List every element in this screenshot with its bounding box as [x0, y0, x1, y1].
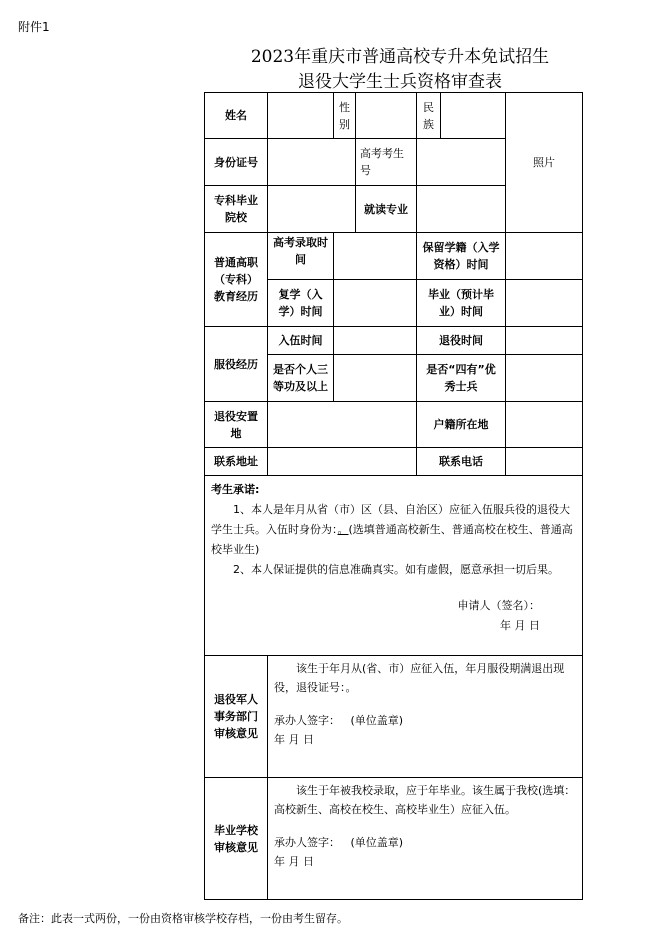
gender-field[interactable] [356, 93, 417, 139]
footnote: 备注：此表一式两份，一份由资格审核学校存档，一份由考生留存。 [18, 912, 348, 925]
resume-time-field[interactable] [334, 280, 417, 327]
enlist-time-field[interactable] [334, 327, 417, 355]
placement-field[interactable] [268, 402, 417, 448]
exam-number-field[interactable] [417, 139, 506, 186]
name-label: 姓名 [205, 93, 268, 139]
phone-field[interactable] [506, 448, 583, 476]
four-have-label: 是否“四有”优秀士兵 [417, 355, 506, 402]
graduate-time-label: 毕业（预计毕业）时间 [417, 280, 506, 327]
school-review-box[interactable] [268, 778, 583, 900]
major-field[interactable] [417, 186, 506, 233]
enlist-time-label: 入伍时间 [268, 327, 334, 355]
retain-status-field[interactable] [506, 233, 583, 280]
photo-box[interactable]: 照片 [506, 93, 583, 233]
college-field[interactable] [268, 186, 356, 233]
college-label: 专科毕业院校 [205, 186, 268, 233]
edu-history-label: 普通高职（专科）教育经历 [205, 233, 268, 327]
household-label: 户籍所在地 [417, 402, 506, 448]
pledge-section[interactable] [205, 476, 583, 656]
school-review-signer: 承办人签字： (单位盖章) [274, 836, 404, 849]
pledge-date: 年 月 日 [500, 619, 540, 632]
retain-status-label: 保留学籍（入学资格）时间 [417, 233, 506, 280]
household-field[interactable] [506, 402, 583, 448]
merit-label: 是否个人三等功及以上 [268, 355, 334, 402]
title-line-2: 退役大学生士兵资格审查表 [298, 72, 502, 92]
gender-label: 性 别 [334, 93, 356, 139]
address-field[interactable] [268, 448, 417, 476]
pledge-item-2: 2、本人保证提供的信息准确真实。如有虚假，愿意承担一切后果。 [233, 563, 559, 576]
id-number-label: 身份证号 [205, 139, 268, 186]
identity-blank[interactable]: 。 [337, 523, 349, 536]
veterans-review-label: 退役军人事务部门审核意见 [205, 656, 268, 778]
service-history-label: 服役经历 [205, 327, 268, 402]
title-line-1: 2023年重庆市普通高校专升本免试招生 [250, 47, 550, 67]
veterans-review-text: 该生于年月从(省、市）应征入伍，年月服役期满退出现役，退役证号：。 [274, 662, 565, 694]
qualification-form [204, 92, 583, 900]
discharge-time-label: 退役时间 [417, 327, 506, 355]
address-label: 联系地址 [205, 448, 268, 476]
exam-number-label: 高考考生号 [356, 139, 417, 186]
placement-label: 退役安置地 [205, 402, 268, 448]
school-review-text: 该生于年被我校录取，应于年毕业。该生属于我校(选填：高校新生、高校在校生、高校毕业生）应征入伍。 [274, 784, 576, 816]
attachment-label: 附件1 [18, 20, 50, 34]
admission-time-label: 高考录取时间 [268, 233, 334, 280]
school-review-label: 毕业学校审核意见 [205, 778, 268, 900]
phone-label: 联系电话 [417, 448, 506, 476]
id-number-field[interactable] [268, 139, 356, 186]
ethnicity-label: 民 族 [417, 93, 441, 139]
four-have-field[interactable] [506, 355, 583, 402]
school-review-date: 年 月 日 [274, 855, 314, 868]
admission-time-field[interactable] [334, 233, 417, 280]
resume-time-label: 复学（入学）时间 [268, 280, 334, 327]
veterans-review-date: 年 月 日 [274, 733, 314, 746]
discharge-time-field[interactable] [506, 327, 583, 355]
applicant-signature[interactable]: 申请人（签名）： [457, 599, 540, 612]
pledge-item-1 [211, 500, 576, 560]
major-label: 就读专业 [356, 186, 417, 233]
graduate-time-field[interactable] [506, 280, 583, 327]
pledge-heading: 考生承诺: [211, 483, 260, 496]
ethnicity-field[interactable] [441, 93, 506, 139]
veterans-review-signer: 承办人签字： (单位盖章) [274, 714, 404, 727]
merit-field[interactable] [334, 355, 417, 402]
veterans-review-box[interactable] [268, 656, 583, 778]
name-field[interactable] [268, 93, 334, 139]
pledge-item-1-options: (选填普通高校新生、普通高校在校生、普通高校毕业生) [211, 523, 573, 556]
pledge-item-1-text: 1、本人是年月从省（市）区（县、自治区）应征入伍服兵役的退役大学生士兵。入伍时身份为： [211, 503, 570, 536]
